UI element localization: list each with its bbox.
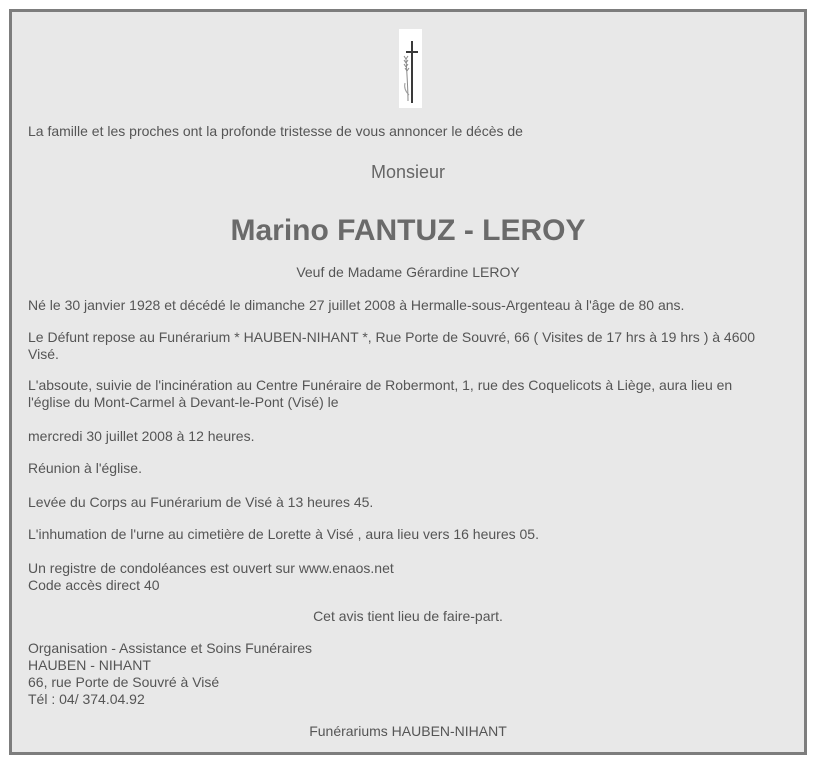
register-line-1: Un registre de condoléances est ouvert sur www.enaos.net — [28, 560, 394, 576]
organisation-line-3: 66, rue Porte de Souvré à Visé — [28, 674, 220, 690]
spouse-line: Veuf de Madame Gérardine LEROY — [296, 264, 520, 280]
register-line-2: Code accès direct 40 — [28, 577, 160, 593]
reunion-text: Réunion à l'église. — [28, 460, 142, 476]
organisation-line-2: HAUBEN - NIHANT — [28, 657, 151, 673]
honorific: Monsieur — [370, 162, 446, 182]
rest-line-2: Visé. — [28, 346, 59, 362]
death-notice-card — [9, 9, 807, 755]
footer-funerarium: Funérariums HAUBEN-NIHANT — [309, 723, 507, 739]
inhumation-text: L'inhumation de l'urne au cimetière de Lorette à Visé , aura lieu vers 16 heures 05. — [28, 526, 539, 542]
birth-death-text: Né le 30 janvier 1928 et décédé le dimanche 27 juillet 2008 à Hermalle-sous-Argenteau à l'âge de 80 ans. — [28, 297, 685, 313]
absoute-line-2: l'église du Mont-Carmel à Devant-le-Pont (Visé) le — [28, 394, 339, 410]
faire-part-text: Cet avis tient lieu de faire-part. — [313, 608, 503, 624]
levee-text: Levée du Corps au Funérarium de Visé à 13 heures 45. — [28, 494, 374, 510]
absoute-line-1: L'absoute, suivie de l'incinération au Centre Funéraire de Robermont, 1, rue des Coquelicots à Liège, aura lieu en — [28, 377, 733, 393]
cross-emblem-icon — [399, 29, 422, 108]
organisation-line-1: Organisation - Assistance et Soins Funéraires — [28, 640, 313, 656]
intro-text: La famille et les proches ont la profonde tristesse de vous annoncer le décès de — [28, 123, 523, 139]
ceremony-date: mercredi 30 juillet 2008 à 12 heures. — [28, 428, 255, 444]
rest-line-1: Le Défunt repose au Funérarium * HAUBEN-NIHANT *, Rue Porte de Souvré, 66 ( Visites de 17 hrs à 19 hrs ) à 4600 — [28, 329, 756, 345]
deceased-name: Marino FANTUZ - LEROY — [230, 214, 586, 247]
organisation-phone: Tél : 04/ 374.04.92 — [28, 691, 145, 707]
